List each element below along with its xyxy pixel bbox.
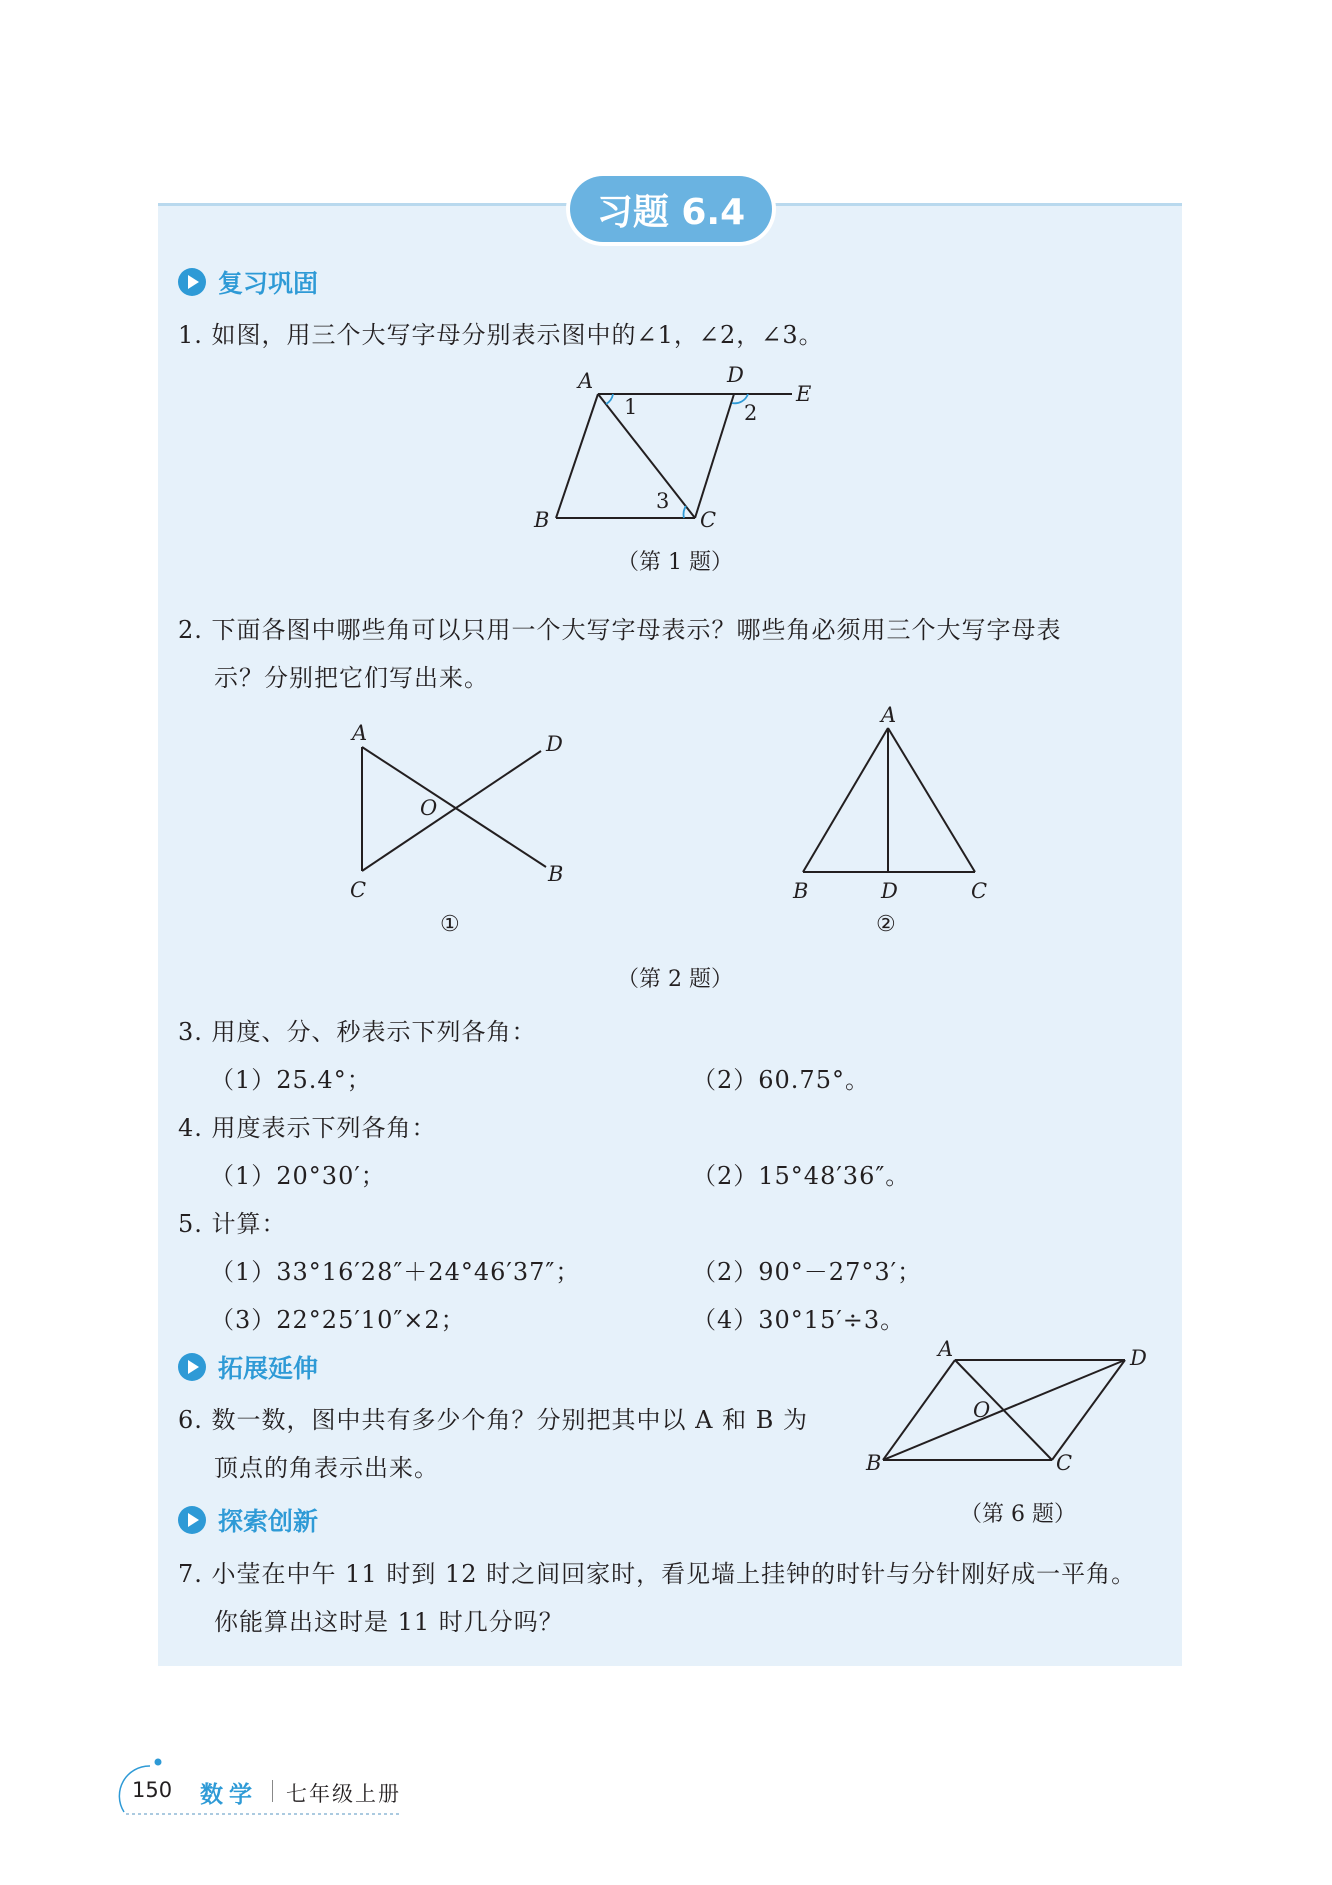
figure-q2-2-number: ②	[876, 912, 896, 937]
figure-q2-1-number: ①	[440, 912, 460, 937]
section-review-label: 复习巩固	[218, 269, 319, 298]
question-5-d: （4）30°15′÷3。	[692, 1306, 906, 1334]
section-explore-label: 探索创新	[218, 1507, 319, 1536]
footer-grade: 七年级上册	[286, 1782, 401, 1806]
q1-label-A: A	[578, 369, 594, 393]
question-2-line1: 2. 下面各图中哪些角可以只用一个大写字母表示？哪些角必须用三个大写字母表	[178, 616, 1062, 644]
figure-q2-2	[785, 700, 1005, 903]
section-extend-label: 拓展延伸	[218, 1354, 319, 1383]
q1-label-E: E	[796, 382, 812, 406]
section-explore	[178, 1502, 318, 1538]
exercise-title: 习题 6.4	[570, 176, 772, 242]
question-7-line2: 你能算出这时是 11 时几分吗？	[214, 1608, 564, 1636]
q2f2-label-A: A	[881, 703, 897, 727]
play-icon	[178, 1353, 206, 1381]
question-5-text: 5. 计算：	[178, 1210, 287, 1238]
q2f1-label-C: C	[350, 878, 367, 902]
q1-angle-1: 1	[624, 395, 638, 419]
page-number: 150	[132, 1778, 173, 1802]
question-5-a: （1）33°16′28″＋24°46′37″；	[210, 1258, 581, 1286]
question-4-text: 4. 用度表示下列各角：	[178, 1114, 437, 1142]
question-7-line1: 7. 小莹在中午 11 时到 12 时之间回家时，看见墙上挂钟的时针与分针刚好成一平角。	[178, 1560, 1137, 1588]
q2f2-label-B: B	[793, 879, 809, 903]
q2f1-label-D: D	[546, 732, 563, 756]
figure-q2-1	[340, 715, 580, 902]
footer-subject: 数学	[200, 1782, 258, 1808]
caption-q2: （第 2 题）	[617, 967, 733, 992]
question-4-a: （1）20°30′；	[210, 1162, 386, 1190]
q6-label-C: C	[1056, 1451, 1073, 1475]
q1-angle-3: 3	[656, 489, 670, 513]
q6-label-A: A	[938, 1337, 954, 1361]
section-extend	[178, 1349, 318, 1385]
question-4-b: （2）15°48′36″。	[692, 1162, 911, 1190]
footer-separator	[272, 1780, 273, 1802]
question-3-b: （2）60.75°。	[692, 1066, 870, 1094]
q6-label-O: O	[973, 1398, 991, 1422]
question-6-line1: 6. 数一数，图中共有多少个角？分别把其中以 A 和 B 为	[178, 1406, 809, 1434]
figure-q1	[520, 363, 820, 532]
q1-label-C: C	[700, 508, 717, 532]
section-review	[178, 264, 318, 300]
q2f1-label-A: A	[352, 721, 368, 745]
question-5-c: （3）22°25′10″×2；	[210, 1306, 466, 1334]
q2f2-label-C: C	[971, 879, 988, 903]
q2f2-label-D: D	[881, 879, 898, 903]
question-3-text: 3. 用度、分、秒表示下列各角：	[178, 1018, 537, 1046]
q1-label-B: B	[534, 508, 550, 532]
play-icon	[178, 268, 206, 296]
caption-q6: （第 6 题）	[960, 1502, 1076, 1527]
q2f1-label-B: B	[548, 862, 564, 886]
q2f1-label-O: O	[420, 796, 438, 820]
play-icon	[178, 1506, 206, 1534]
question-5-b: （2）90°－27°3′；	[692, 1258, 923, 1286]
question-3-a: （1）25.4°；	[210, 1066, 372, 1094]
q6-label-D: D	[1130, 1346, 1147, 1370]
question-6-line2: 顶点的角表示出来。	[214, 1454, 439, 1482]
q1-angle-2: 2	[744, 401, 758, 425]
caption-q1: （第 1 题）	[617, 550, 733, 575]
figure-q6	[860, 1335, 1160, 1475]
question-1-text: 1. 如图，用三个大写字母分别表示图中的∠1，∠2，∠3。	[178, 321, 824, 349]
q6-label-B: B	[866, 1451, 882, 1475]
question-2-line2: 示？分别把它们写出来。	[214, 664, 489, 692]
q1-label-D: D	[727, 363, 744, 387]
